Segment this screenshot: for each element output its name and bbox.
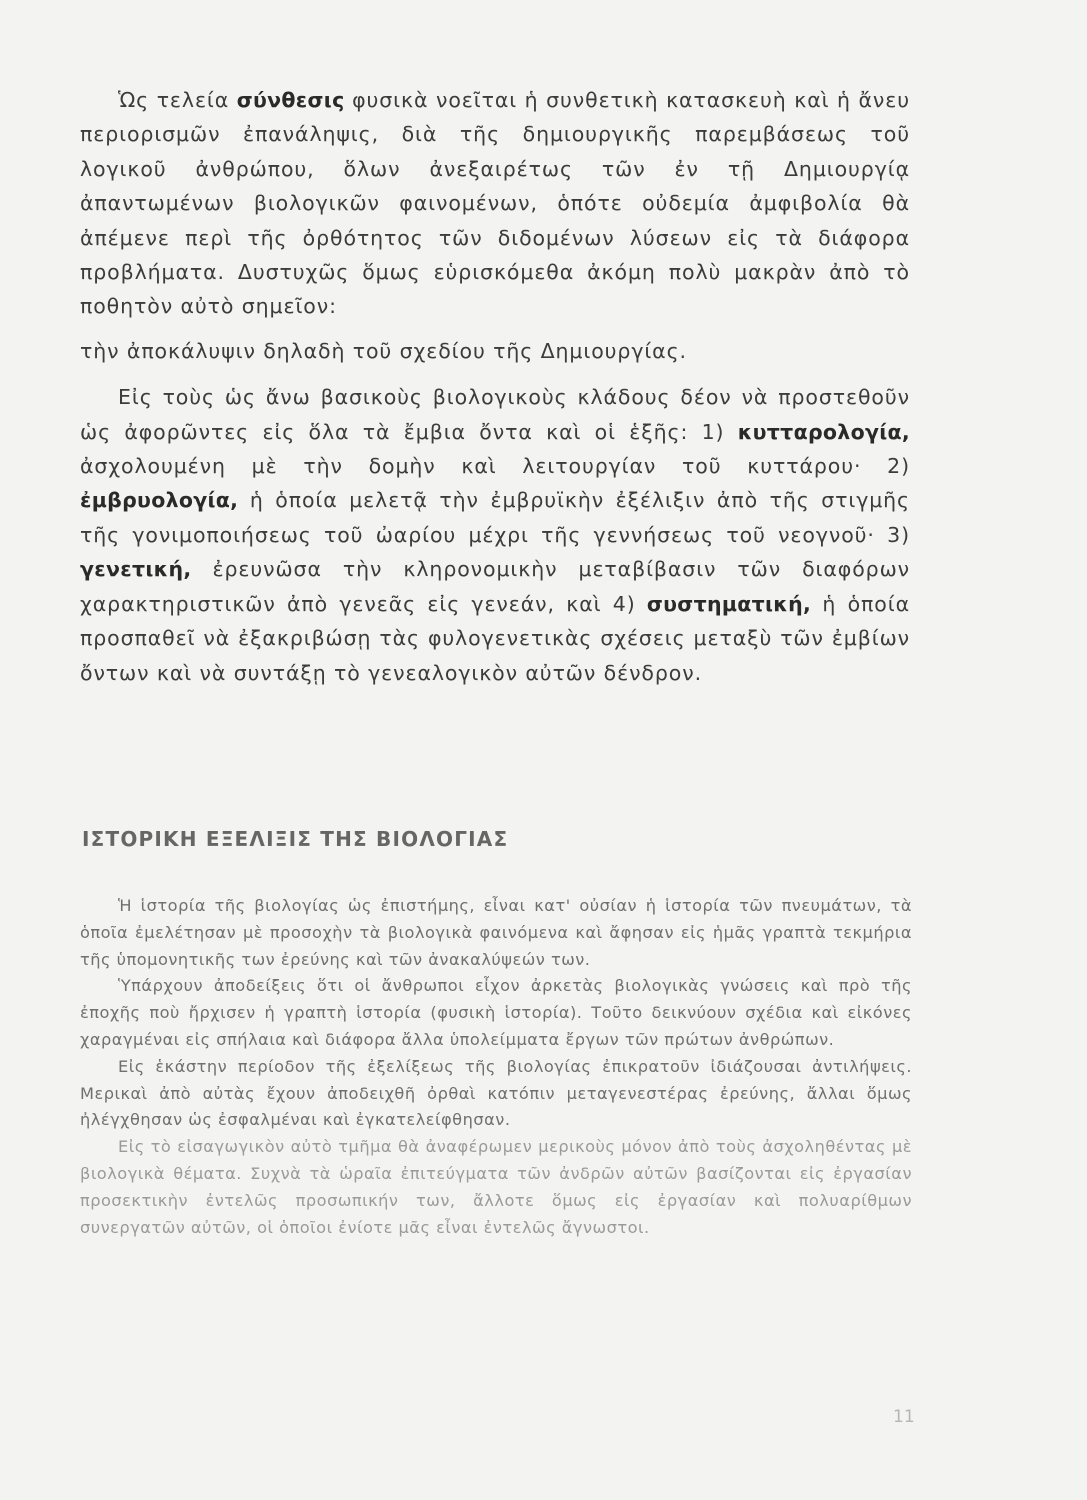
text-run: ἐρευνῶσα τὴν κληρονομικὴν μεταβίβασιν τῶν διαφόρων χαρακτηριστικῶν ἀπὸ γενεᾶς εἰς γενεάν, καὶ 4): [80, 557, 910, 616]
paragraph-branches: [80, 380, 910, 690]
paragraph-history-1: Ἡ ἱστορία τῆς βιολογίας ὡς ἐπιστήμης, εἶναι κατ' οὐσίαν ἡ ἱστορία τῶν πνευμάτων, τὰ ὁποῖα ἐμελέτησαν μὲ προσοχὴν τὰ βιολογικὰ φαινόμενα καὶ ἄφησαν εἰς ἡμᾶς γραπτὰ τεκμήρια τῆς ὑπομονητικῆς των ἐρεύνης καὶ τῶν ἀνακαλύψεών των.: [80, 896, 912, 969]
bold-term-systematics: συστηματική,: [646, 591, 812, 616]
section-heading: ΙΣΤΟΡΙΚΗ ΕΞΕΛΙΞΙΣ ΤΗΣ ΒΙΟΛΟΓΙΑΣ: [82, 827, 509, 851]
text-run: ἡ ὁποία προσπαθεῖ νὰ ἐξακριβώσῃ τὰς φυλογενετικὰς σχέσεις μεταξὺ τῶν ἐμβίων ὄντων καὶ νὰ συντάξῃ τὸ γενεαλογικὸν αὐτῶν δένδρον.: [80, 591, 910, 685]
text-run: Ὡς τελεία: [118, 88, 237, 112]
text-block-top: [80, 83, 910, 690]
text-block-history: [80, 893, 912, 1241]
paragraph-revelation: τὴν ἀποκάλυψιν δηλαδὴ τοῦ σχεδίου τῆς Δημιουργίας.: [80, 338, 687, 363]
paragraph-synthesis: [80, 83, 910, 324]
text-run: ἡ ὁποία μελετᾷ τὴν ἐμβρυϊκὴν ἐξέλιξιν ἀπὸ τῆς στιγμῆς τῆς γονιμοποιήσεως τοῦ ὠαρίου μέχρι τῆς γεννήσεως τοῦ νεογνοῦ· 3): [80, 488, 910, 547]
text-run: φυσικὰ νοεῖται ἡ συνθετικὴ κατασκευὴ καὶ ἡ ἄνευ περιορισμῶν ἐπανάληψις, διὰ τῆς δημιουργικῆς παρεμβάσεως τοῦ λογικοῦ ἀνθρώπου, ὅλων ἀνεξαιρέτως τῶν ἐν τῇ Δημιουργίᾳ ἀπαντωμένων βιολογικῶν φαινομένων, ὁπότε οὐδεμία ἀμφιβολία θὰ ἀπέμενε περὶ τῆς ὀρθότητος τῶν διδομένων λύσεων εἰς τὰ διάφορα προβλήματα. Δυστυχῶς ὅμως εὑρισκόμεθα ἀκόμη πολὺ μακρὰν ἀπὸ τὸ ποθητὸν αὐτὸ σημεῖον:: [80, 88, 910, 319]
paragraph-history-2: Ὑπάρχουν ἀποδείξεις ὅτι οἱ ἄνθρωποι εἶχον ἀρκετὰς βιολογικὰς γνώσεις καὶ πρὸ τῆς ἐποχῆς ποὺ ἤρχισεν ἡ γραπτὴ ἱστορία (φυσικὴ ἱστορία). Τοῦτο δεικνύουν σχέδια καὶ εἰκόνες χαραγμέναι εἰς σπήλαια καὶ διάφορα ἄλλα ὑπολείμματα ἔργων τῶν πρώτων ἀνθρώπων.: [80, 976, 912, 1049]
paragraph-history-3: Εἰς ἑκάστην περίοδον τῆς ἐξελίξεως τῆς βιολογίας ἐπικρατοῦν ἰδιάζουσαι ἀντιλήψεις. Μερικαὶ ἀπὸ αὐτὰς ἔχουν ἀποδειχθῆ ὀρθαὶ κατόπιν μεταγενεστέρας ἐρεύνης, ἄλλαι ὅμως ἠλέγχθησαν ὡς ἐσφαλμέναι καὶ ἐγκατελείφθησαν.: [80, 1056, 912, 1130]
page-number: 11: [893, 1407, 915, 1427]
bold-term-genetics: γενετική,: [80, 557, 192, 582]
paragraph-history-4: Εἰς τὸ εἰσαγωγικὸν αὐτὸ τμῆμα θὰ ἀναφέρωμεν μερικοὺς μόνον ἀπὸ τοὺς ἀσχοληθέντας μὲ βιολογικὰ θέματα. Συχνὰ τὰ ὡραῖα ἐπιτεύγματα τῶν ἀνδρῶν αὐτῶν βασίζονται εἰς ἐργασίαν προσεκτικὴν ἐντελῶς προσωπικήν των, ἄλλοτε ὅμως εἰς ἐργασίαν καὶ πολυαρίθμων συνεργατῶν αὐτῶν, οἱ ὁποῖοι ἐνίοτε μᾶς εἶναι ἐντελῶς ἄγνωστοι.: [80, 1137, 912, 1237]
bold-term-cytology: κυτταρολογία,: [737, 419, 910, 444]
bold-term-synthesis: σύνθεσις: [236, 88, 345, 112]
bold-term-embryology: ἐμβρυολογία,: [80, 488, 239, 513]
text-run: ἀσχολουμένη μὲ τὴν δομὴν καὶ λειτουργίαν τοῦ κυττάρου· 2): [80, 454, 910, 479]
text-run: Εἰς τοὺς ὡς ἄνω βασικοὺς βιολογικοὺς κλάδους δέον νὰ προστεθοῦν ὡς ἀφορῶντες εἰς ὅλα τὰ ἔμβια ὄντα καὶ οἱ ἑξῆς: 1): [80, 385, 910, 444]
